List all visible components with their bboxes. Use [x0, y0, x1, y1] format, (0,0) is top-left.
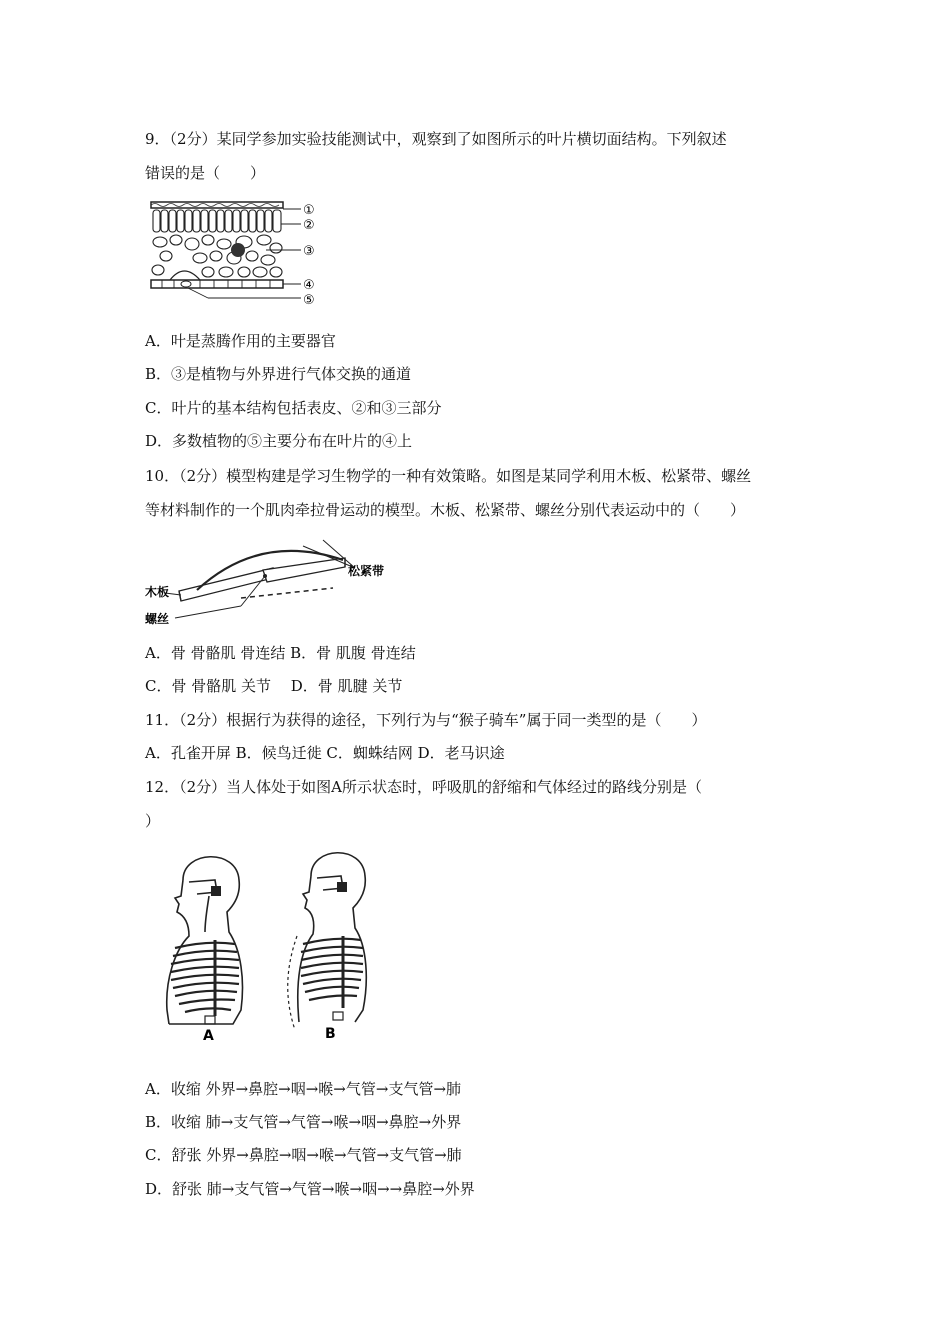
q11-stem: 11．（2分）根据行为获得的途径，下列行为与“猴子骑车”属于同一类型的是（ ） [145, 711, 707, 729]
q9-label-2: ② [303, 218, 315, 233]
q9-option-c: C．叶片的基本结构包括表皮、②和③三部分 [145, 399, 442, 417]
q9-label-4: ④ [303, 278, 315, 293]
q12-option-d: D．舒张 肺→支气管→气管→喉→咽→→鼻腔→外界 [145, 1180, 475, 1198]
q9-stem-line2: 错误的是（ ） [145, 164, 266, 182]
q9-option-d: D．多数植物的⑤主要分布在叶片的④上 [145, 432, 413, 450]
q9-option-b: B．③是植物与外界进行气体交换的通道 [145, 365, 412, 383]
q12-label-b: B [325, 1026, 336, 1042]
q9-option-a: A．叶是蒸腾作用的主要器官 [145, 332, 336, 350]
q10-option-ab: A．骨 骨骼肌 骨连结 B．骨 肌腹 骨连结 [145, 644, 416, 662]
q10-stem-line2: 等材料制作的一个肌肉牵拉骨运动的模型。木板、松紧带、螺丝分别代表运动中的（ ） [145, 501, 746, 519]
q10-muscle-model-figure [145, 536, 385, 628]
q12-breathing-figure [145, 840, 370, 1045]
q10-label-board: 木板 [145, 585, 170, 599]
q9-stem-line1: 9．（2分）某同学参加实验技能测试中，观察到了如图所示的叶片横切面结构。下列叙述 [145, 130, 727, 148]
q9-leaf-cross-section-figure [148, 198, 320, 308]
q12-option-a: A．收缩 外界→鼻腔→咽→喉→气管→支气管→肺 [145, 1080, 462, 1098]
q12-option-c: C．舒张 外界→鼻腔→咽→喉→气管→支气管→肺 [145, 1146, 462, 1164]
q9-label-5: ⑤ [303, 293, 315, 308]
q10-label-band: 松紧带 [348, 564, 385, 578]
q9-label-1: ① [303, 203, 315, 218]
q12-stem-line2: ） [145, 812, 161, 830]
q11-options: A．孔雀开屏 B．候鸟迁徙 C．蜘蛛结网 D．老马识途 [145, 744, 505, 762]
q9-label-3: ③ [303, 244, 315, 259]
q10-label-screw: 螺丝 [145, 612, 170, 626]
q12-stem-line1: 12．（2分）当人体处于如图A所示状态时，呼吸肌的舒缩和气体经过的路线分别是（ [145, 778, 702, 796]
q10-stem-line1: 10．（2分）模型构建是学习生物学的一种有效策略。如图是某同学利用木板、松紧带、螺丝 [145, 467, 752, 485]
q12-label-a: A [203, 1028, 214, 1044]
q12-option-b: B．收缩 肺→支气管→气管→喉→咽→鼻腔→外界 [145, 1113, 462, 1131]
q10-option-cd: C．骨 骨骼肌 关节 D．骨 肌腱 关节 [145, 677, 403, 695]
